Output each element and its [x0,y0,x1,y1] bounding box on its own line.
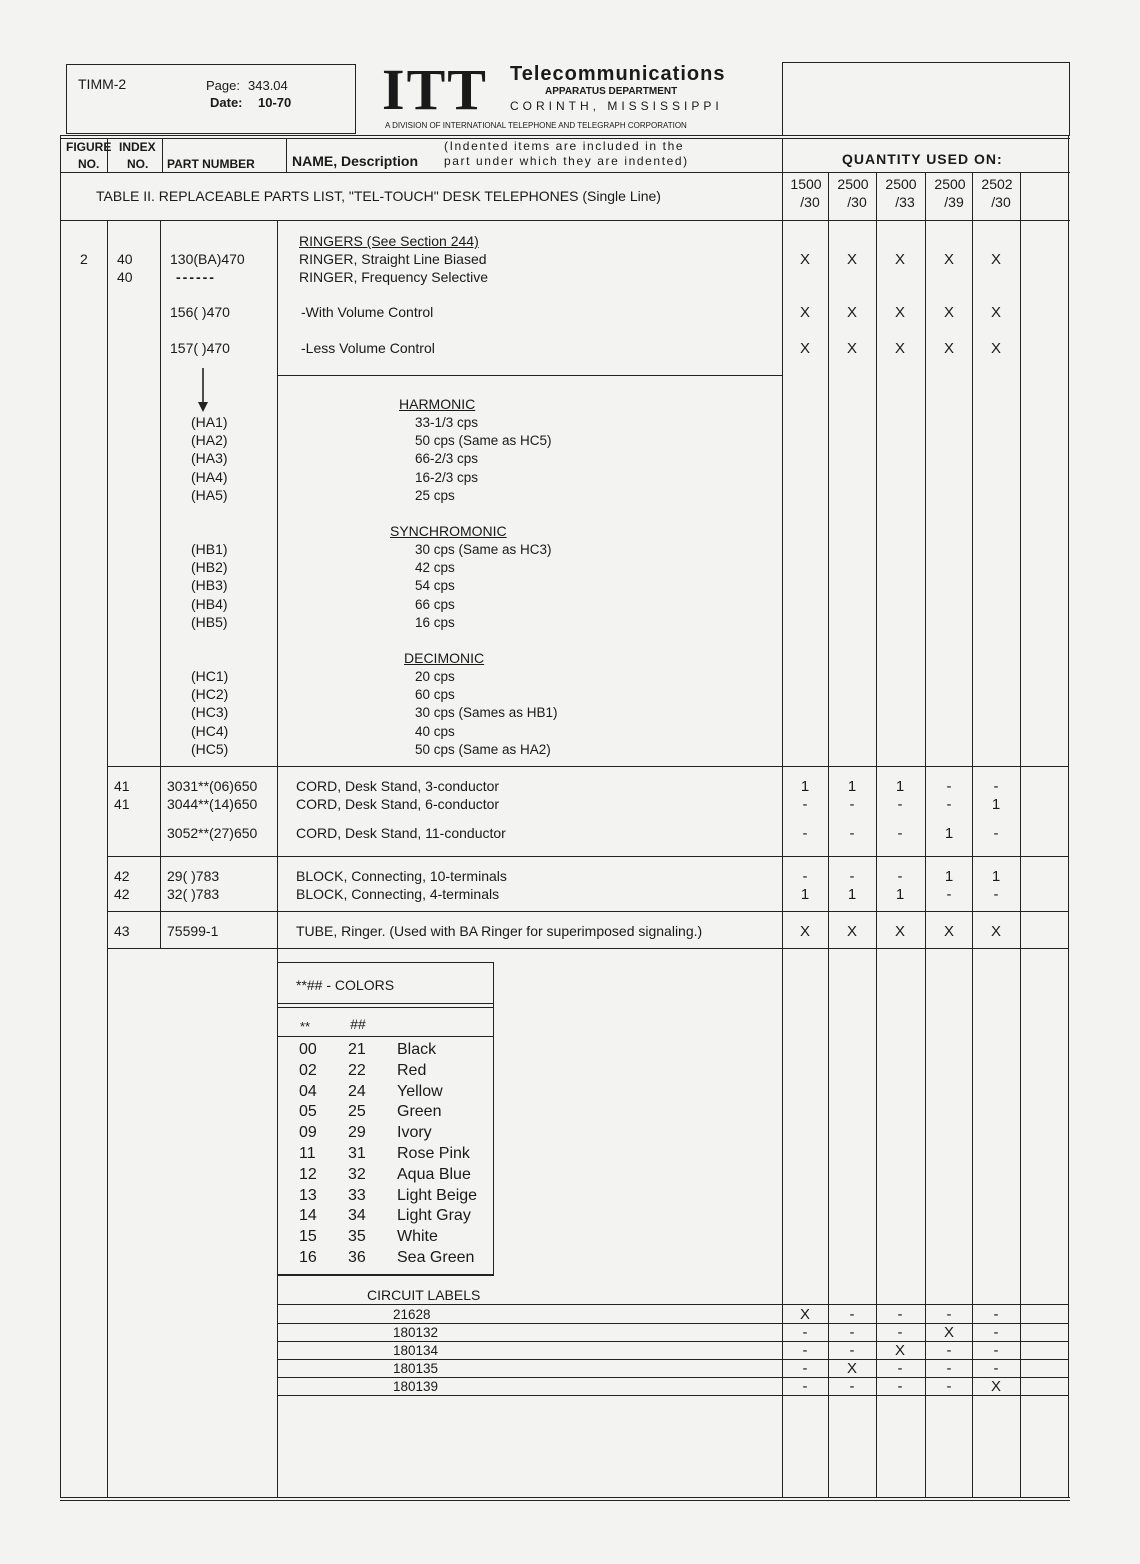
circuit-label: 180134 [393,1343,439,1358]
col-figure-l1: FIGURE [66,140,112,154]
ringer-1-qty-3: X [894,251,905,268]
cord-3-qty-5: - [993,825,999,842]
color-code-b: 33 [348,1186,366,1204]
cord-1-qty-1: 1 [800,778,810,795]
part-number: 156( )470 [170,304,230,320]
frequency-code: (HA2) [191,432,228,449]
color-code-b: 34 [348,1207,366,1225]
cord-2-qty-3: - [897,796,903,813]
frequency-code: (HC4) [191,722,229,739]
circuit-3-qty-3: X [894,1342,905,1359]
frequency-desc: 16 cps [415,614,455,630]
circuit-2-qty-2: - [849,1324,855,1341]
frequency-desc: 66 cps [415,596,455,612]
frequency-code: (HB3) [191,577,228,594]
page-value: 343.04 [248,78,288,93]
color-code-a: 12 [299,1165,317,1183]
part-name: CORD, Desk Stand, 6-conductor [296,796,500,812]
frequency-code: (HA4) [191,468,228,485]
tube-qty-1: X [799,923,810,940]
col-index-l1: INDEX [119,140,156,154]
model-top-2: 2500 [837,176,869,192]
ringer-4-qty-5: X [990,340,1001,357]
color-code-a: 13 [299,1186,317,1204]
circuit-5-qty-3: - [897,1378,903,1395]
circuit-label: 180132 [393,1325,439,1340]
block-1-qty-4: 1 [944,868,954,885]
color-code-b: 29 [348,1124,366,1142]
colors-col2: ## [350,1016,366,1032]
color-code-b: 21 [348,1041,366,1058]
part-name: BLOCK, Connecting, 10-terminals [296,868,507,884]
block-2-qty-5: - [993,886,999,903]
cord-1-qty-5: - [993,778,999,795]
ringer-3-qty-3: X [894,304,905,321]
ringers-heading: RINGERS (See Section 244) [299,233,479,249]
color-name: Green [397,1103,442,1121]
color-name: Sea Green [397,1249,475,1266]
block-2-qty-2: 1 [847,886,857,903]
part-number: 75599-1 [167,923,219,939]
ringer-1-qty-1: X [799,251,810,268]
cord-1-qty-4: - [946,778,952,795]
frequency-desc: 50 cps (Same as HC5) [415,433,552,449]
colors-title: **## - COLORS [296,977,395,993]
circuit-3-qty-2: - [849,1342,855,1359]
model-bottom-2: /30 [847,194,867,210]
frequency-desc: 25 cps [415,487,455,503]
model-bottom-3: /33 [895,194,915,210]
part-name: RINGER, Frequency Selective [299,269,489,285]
tube-qty-5: X [990,923,1001,940]
color-code-a: 15 [299,1228,317,1246]
part-number: 3044**(14)650 [167,796,258,812]
color-name: Red [397,1061,427,1079]
cord-3-qty-2: - [849,825,855,842]
circuit-1-qty-2: - [849,1306,855,1323]
col-index-l2: NO. [127,157,149,171]
color-code-a: 09 [299,1124,317,1142]
color-code-a: 05 [299,1103,317,1121]
group-title: SYNCHROMONIC [390,523,507,539]
circuit-1-qty-3: - [897,1306,903,1323]
color-code-b: 36 [348,1249,366,1266]
cord-1-qty-3: 1 [895,778,905,795]
tube-qty-4: X [943,923,954,940]
ringer-4-qty-4: X [943,340,954,357]
part-number: 3052**(27)650 [167,825,258,841]
circuit-2-qty-4: X [943,1324,954,1341]
model-top-3: 2500 [885,176,917,192]
frequency-code: (HB5) [191,613,228,630]
department: APPARATUS DEPARTMENT [545,86,678,97]
block-1-qty-5: 1 [991,868,1001,885]
circuit-4-qty-1: - [802,1360,808,1377]
part-name: CORD, Desk Stand, 3-conductor [296,778,500,794]
ringer-1-qty-2: X [846,251,857,268]
index-number: 40 [117,269,133,285]
circuit-label: 180135 [393,1361,439,1376]
color-name: Rose Pink [397,1145,470,1162]
color-code-b: 32 [348,1165,366,1183]
ringer-1-qty-5: X [990,251,1001,268]
date-value: 10-70 [258,95,292,110]
part-number: 157( )470 [170,340,230,356]
model-bottom-1: /30 [800,194,820,210]
frequency-code: (HA5) [191,486,228,503]
circuit-1-qty-5: - [993,1306,999,1323]
frequency-code: (HC3) [191,704,229,721]
cord-2-qty-4: - [946,796,952,813]
color-code-a: 11 [299,1145,316,1162]
frequency-code: (HC2) [191,686,229,703]
cord-1-qty-2: 1 [847,778,857,795]
ringer-3-qty-1: X [799,304,810,321]
model-bottom-5: /30 [991,194,1011,210]
frequency-code: (HA3) [191,450,228,467]
cord-2-qty-5: 1 [991,796,1001,813]
index-number: 41 [114,778,130,794]
cord-2-qty-2: - [849,796,855,813]
model-top-4: 2500 [934,176,966,192]
part-number: ------ [176,269,216,285]
frequency-code: (HC1) [191,668,229,684]
color-name: Light Beige [397,1186,478,1204]
cord-2-qty-1: - [802,796,808,813]
col-indent-note-1: (Indented items are included in the [444,139,685,153]
division-line: A DIVISION OF INTERNATIONAL TELEPHONE AND TELEGRAPH CORPORATION [385,121,687,130]
col-part-number: PART NUMBER [167,157,255,171]
circuit-4-qty-2: X [846,1360,857,1377]
part-name: BLOCK, Connecting, 4-terminals [296,886,500,902]
color-code-b: 22 [348,1061,366,1079]
circuit-2-qty-3: - [897,1324,903,1341]
color-name: Ivory [397,1124,432,1142]
header-right-box [782,62,1070,136]
color-code-a: 04 [299,1082,317,1100]
circuit-5-qty-5: X [990,1378,1001,1395]
col-figure-l2: NO. [78,157,100,171]
part-number: 32( )783 [167,886,220,902]
block-2-qty-1: 1 [800,886,810,903]
frequency-code: (HB1) [191,541,228,557]
frequency-desc: 33-1/3 cps [415,415,479,430]
frequency-desc: 30 cps (Same as HC3) [415,542,552,557]
block-1-qty-1: - [802,868,808,885]
figure-number: 2 [80,251,88,267]
circuit-label: 180139 [393,1379,439,1394]
index-number: 43 [114,923,130,939]
block-1-qty-3: - [897,868,903,885]
color-code-b: 25 [348,1103,366,1121]
model-top-1: 1500 [790,176,822,192]
frequency-desc: 16-2/3 cps [415,469,479,485]
color-code-a: 14 [299,1207,317,1225]
frequency-desc: 20 cps [415,669,455,684]
date-label: Date: [210,95,243,110]
circuit-4-qty-3: - [897,1360,903,1377]
frequency-desc: 60 cps [415,687,455,703]
circuit-4-qty-4: - [946,1360,952,1377]
ringer-1-qty-4: X [943,251,954,268]
location: CORINTH, MISSISSIPPI [510,99,723,113]
color-code-b: 31 [348,1145,366,1162]
col-indent-note-2: part under which they are indented) [444,154,689,168]
circuit-5-qty-1: - [802,1378,808,1395]
frequency-desc: 50 cps (Same as HA2) [415,741,551,757]
part-name: -Less Volume Control [301,340,435,356]
block-1-qty-2: - [849,868,855,885]
part-name: TUBE, Ringer. (Used with BA Ringer for superimposed signaling.) [296,923,703,939]
itt-logo: ITT [382,57,488,122]
frequency-desc: 54 cps [415,578,455,594]
part-name: CORD, Desk Stand, 11-conductor [296,825,506,841]
color-code-b: 35 [348,1228,366,1246]
circuit-labels-title: CIRCUIT LABELS [367,1287,481,1303]
cord-3-qty-1: - [802,825,808,842]
ringer-4-qty-2: X [846,340,857,357]
frequency-code: (HC5) [191,740,229,757]
ringer-3-qty-4: X [943,304,954,321]
model-top-5: 2502 [981,176,1013,192]
frequency-code: (HA1) [191,414,228,430]
part-number: 3031**(06)650 [167,778,258,794]
frequency-code: (HB2) [191,559,228,576]
circuit-2-qty-5: - [993,1324,999,1341]
color-name: Black [397,1041,437,1058]
part-name: RINGER, Straight Line Biased [299,251,487,267]
color-code-b: 24 [348,1082,366,1100]
index-number: 41 [114,796,130,812]
company-name: Telecommunications [510,63,726,85]
table-title: TABLE II. REPLACEABLE PARTS LIST, "TEL-TOUCH" DESK TELEPHONES (Single Line) [96,188,661,204]
frequency-desc: 40 cps [415,723,455,739]
colors-col1: ** [300,1019,311,1034]
circuit-4-qty-5: - [993,1360,999,1377]
circuit-1-qty-4: - [946,1306,952,1323]
ringer-4-qty-1: X [799,340,810,357]
block-2-qty-3: 1 [895,886,905,903]
circuit-label: 21628 [393,1307,431,1322]
page-label: Page: [206,78,240,93]
circuit-row-divider [277,1395,1069,1396]
part-number: 130(BA)470 [170,251,245,267]
tube-qty-2: X [846,923,857,940]
color-code-a: 16 [299,1249,317,1266]
index-number: 42 [114,868,130,884]
color-name: Light Gray [397,1207,471,1225]
circuit-5-qty-4: - [946,1378,952,1395]
color-name: Yellow [397,1082,443,1100]
ringer-4-qty-3: X [894,340,905,357]
part-number: 29( )783 [167,868,220,884]
block-2-qty-4: - [946,886,952,903]
circuit-top-divider [277,1304,1069,1305]
ringer-3-qty-5: X [990,304,1001,321]
col-quantity-used-on: QUANTITY USED ON: [842,151,1003,167]
group-title: HARMONIC [399,396,476,412]
ringer-3-qty-2: X [846,304,857,321]
frequency-code: (HB4) [191,595,228,612]
color-name: Aqua Blue [397,1165,471,1183]
circuit-3-qty-4: - [946,1342,952,1359]
color-code-a: 02 [299,1061,317,1079]
down-arrow-icon [196,368,210,414]
circuit-5-qty-2: - [849,1378,855,1395]
circuit-3-qty-1: - [802,1342,808,1359]
frequency-desc: 66-2/3 cps [415,451,479,467]
cord-3-qty-4: 1 [944,825,954,842]
circuit-2-qty-1: - [802,1324,808,1341]
index-number: 40 [117,251,133,267]
index-number: 42 [114,886,130,902]
frequency-desc: 30 cps (Sames as HB1) [415,705,558,721]
cord-3-qty-3: - [897,825,903,842]
frequency-desc: 42 cps [415,560,455,576]
circuit-3-qty-5: - [993,1342,999,1359]
color-code-a: 00 [299,1041,317,1058]
part-name: -With Volume Control [301,304,434,320]
col-name-desc: NAME, Description [292,153,419,169]
group-title: DECIMONIC [404,650,485,666]
model-bottom-4: /39 [944,194,964,210]
color-name: White [397,1228,438,1246]
tube-qty-3: X [894,923,905,940]
doc-id: TIMM-2 [78,76,127,92]
circuit-1-qty-1: X [799,1306,810,1323]
